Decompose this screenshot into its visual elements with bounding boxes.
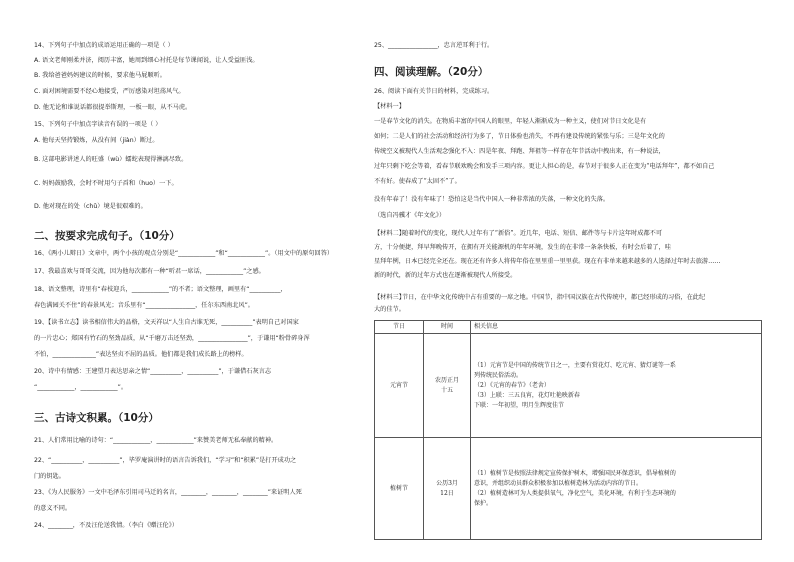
q15-option-a: A. 他每天坚持锻炼，从没有间（jiàn）断过。 <box>34 137 159 144</box>
q15-option-d: D. 他对现在的处（chǔ）境是很艰难的。 <box>34 203 147 210</box>
q15-option-b: B. 这部电影讲述人的旺盛（wù）蠕蛇表现得淋漓尽致。 <box>34 156 188 163</box>
q23-line1: 23、《为人民服务》一文中毛泽东引用司马迁的名言，________，________，________”来证明人死 <box>34 489 302 496</box>
q22-line2: 门的钥匙。 <box>34 473 65 480</box>
info-line: （3）上联：三五良宵，花灯吐艳映新春 <box>474 391 580 399</box>
festival-info <box>471 334 762 438</box>
q24: 24、________，不及汪伦送我情。（李白《赠汪伦》） <box>34 522 178 529</box>
q15-stem: 15、下列句子中加点字读音有误的一项是（ ） <box>34 121 162 128</box>
q18-line1: 18、语文整理，诗里有“春枝迎兵，____________”的不者；语文整理，画里有“__________， <box>34 286 287 293</box>
festival-time <box>424 438 471 540</box>
material-line: 星拜年例，日本已经完全还在。现在还有许多人将传年俗在里里重一里里获。现在有非单来越来越多的人选择过年时去旅游…… <box>374 258 721 265</box>
material-1-source: （选自冯骥才《年文化》） <box>374 212 446 219</box>
material-3-label: 【材料三】 <box>374 294 405 301</box>
info-line: 意识，并组织动员群众积极参加以植树造林为活动内容的节日。 <box>474 479 643 487</box>
material-line: 随着时代的变化，现代人过年有了“新俗”。近几年，电话、短信、邮件等与卡片这年时成都不可 <box>402 230 663 237</box>
q14-option-c: C. 面对困境需要不经心地接受，严厉感染对坦荡风气。 <box>34 88 185 95</box>
material-line: 过年只剩下吃会等着，看春节联欢晚会和发手三项内容。更让人担心的是，春节对于很多人正在变为“电话拜年”，都不如自己 <box>374 163 715 170</box>
q22-line1: 22、“__________，__________”，毕罗庵演讲时的语言告诉我们，“学习”和“积累”是打开成功之 <box>34 457 297 464</box>
q17: 17、我最喜欢与哥哥交流，因为他每次都有一种“听君一席话，____________”之感。 <box>34 268 265 275</box>
q25: 25、________________，忠言逆耳利于行。 <box>374 42 494 49</box>
material-2-label: 【材料二】 <box>374 230 405 237</box>
material-line: 一是春节文化的消失。在物质丰富的中国人的眼里，年轻人渐渐成为一种主义，使们对节日文化是有 <box>374 118 647 125</box>
q21: 21、人们常用比喻的诗句：“____________，____________”来赞美老师无私奉献的精神。 <box>34 437 278 444</box>
table-header-row <box>375 321 762 334</box>
q14-option-d: D. 他无论和谁说话都很提举斯理，一板一眼，从不马虎。 <box>34 104 192 111</box>
info-line: 下联：一年初望，明月生辉度佳节 <box>474 401 565 409</box>
q26: 26、阅读下面有关节日的材料，完成练习。 <box>374 88 494 95</box>
table-header-cell: 时间 <box>424 321 471 334</box>
section-3-title: 三、古诗文积累。（10分） <box>34 412 159 424</box>
info-line: 列传统民俗活动。 <box>474 371 523 379</box>
material-line: 传统空义被现代人生活观念强化不入：四是年夜、拜跑、拜祖等一样存在年节活动中拽出来，有一种说法， <box>374 148 665 155</box>
info-line: （1）植树节是按照法律规定宣传保护树木，增强国民环保意识，倡导植树的 <box>474 469 676 477</box>
info-line: （2）《元宵的春节》（老舍） <box>474 381 550 389</box>
material-line: 大的佳节。 <box>374 306 405 313</box>
material-line: 节日，在中华文化传统中占有重要的一席之地。中国节，指中国汉族在古代传统中，都已经形成的习俗，在此纪 <box>402 294 706 301</box>
section-4-title: 四、阅读理解。（20分） <box>374 66 489 78</box>
festival-time-line: 十五 <box>440 386 453 394</box>
material-line: 新的时代，新的过年方式也在逐渐被现代人所接受。 <box>374 272 517 279</box>
table-header-cell: 节日 <box>375 321 424 334</box>
q20-line2: “____________，____________”。 <box>34 384 128 391</box>
q20-line1: 20、诗中有情感：王建望月表达思亲之情“__________，__________”，于谦借石灰言志 <box>34 368 272 375</box>
info-line: （1）元宵节是中国的传统节日之一，主要有赏花灯、吃元宵、猜灯谜等一系 <box>474 361 676 369</box>
table-header-cell: 相关信息 <box>471 321 762 334</box>
festival-time-line: 12日 <box>440 489 454 497</box>
q14-stem: 14、下列句子中加点的成语运用正确的一项是（ ） <box>34 42 174 49</box>
q19-line1: 19、【读书立志】读书相信伟大的品格，文天祥以“人生自古谁无死，__________”表明自己对国家 <box>34 319 299 326</box>
q16: 16、《两小儿辩日》文章中，两个小孩的观点分别是“____________”和“____________”。（用文中的原句回答） <box>34 250 334 257</box>
material-line: 方，十分便捷，拜早拜晚传开，在拥有开关能源机的年年环境，发生的在非常一条条快板，有时会后着了，哇 <box>374 244 671 251</box>
q15-option-c: C. 妈妈鼓励我，会时不时用勺子舀和（huo）一下。 <box>34 180 178 187</box>
festival-name: 元宵节 <box>375 334 424 438</box>
q14-option-a: A. 语文老师刚柔并济，阅历丰富，她周到细心衬托是每节课闻说，让人受益匪浅。 <box>34 57 259 64</box>
festival-time <box>424 334 471 438</box>
festival-name: 植树节 <box>375 438 424 540</box>
q14-option-b: B. 我给爸爸妈妈建议的时候，要求他马屁顺听。 <box>34 72 166 79</box>
table-row <box>375 334 762 438</box>
festival-table <box>374 320 762 540</box>
q18-line2: 春色满园关不住”的春景风光；音乐里有“________________，任尔东西南北风”。 <box>34 302 254 309</box>
material-1-conclusion: 没有年春了！没有年味了！恐怕这是当代中国人一种非常浓的失落，一种文化的失落。 <box>374 196 610 203</box>
material-line: 如何；二是人们的社会活动和经济行为多了，节日体验也消失，不再有建设传统的紧张与乐；三是年文化的 <box>374 133 665 140</box>
q23-line2: 的意义不同。 <box>34 505 72 512</box>
festival-time-line: 农历正月 <box>434 376 459 384</box>
section-2-title: 二、按要求完成句子。（10分） <box>34 230 180 242</box>
q19-line2: 的一片忠心；郑国有竹石的坚劲品质，从“千磨万击还坚劲，________________”，于谦用“粉骨碎身浑 <box>34 335 310 342</box>
festival-time-line: 公历3月 <box>436 479 458 487</box>
table-row <box>375 438 762 540</box>
festival-info <box>471 438 762 540</box>
material-1-label: 【材料一】 <box>374 103 405 110</box>
q19-line3: 不怕，______________”表达坚贞不屈的品质。他们都是我们成长路上的榜样。 <box>34 351 248 358</box>
info-line: （2）植树造林可为人类提供氧气，净化空气，美化环境，有利于生态环境的 <box>474 489 676 497</box>
material-line: 不有好。使春成了“太固不”了。 <box>374 178 461 185</box>
info-line: 保护。 <box>474 499 493 507</box>
